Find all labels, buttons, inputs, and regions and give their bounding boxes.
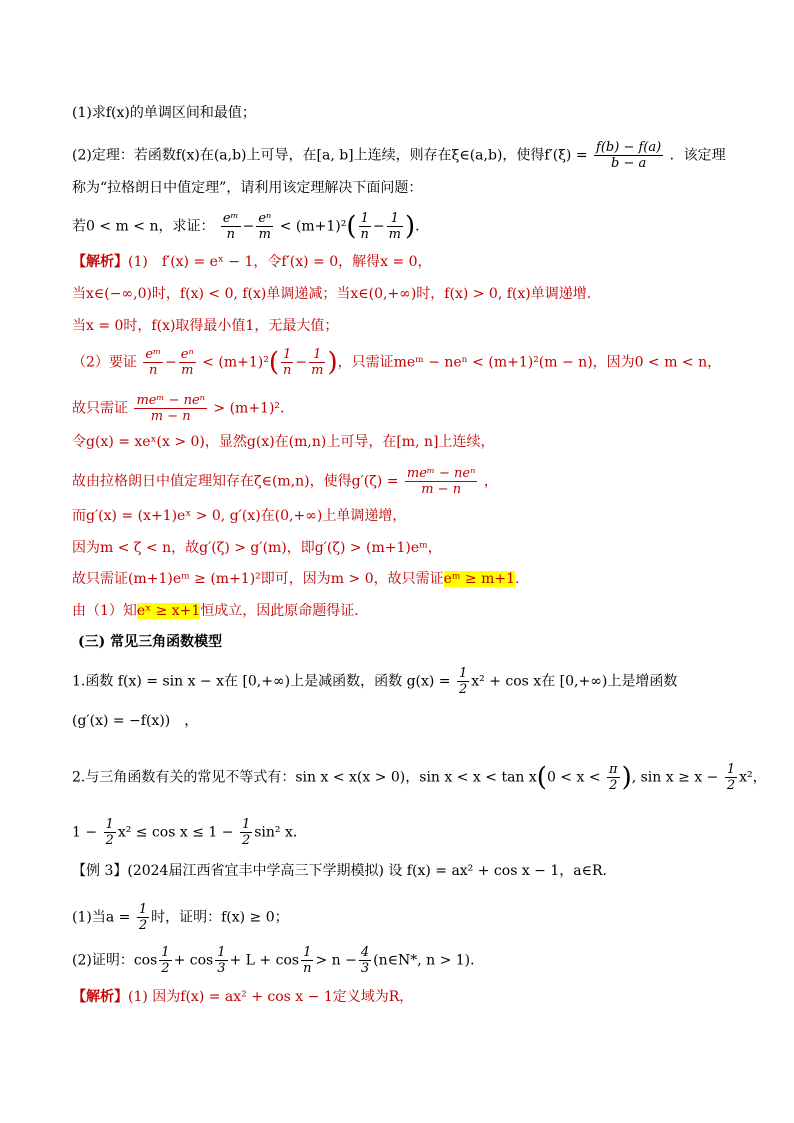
solution-step-7: 故由拉格朗日中值定理知存在ζ∈(m,n)，使得g′(ζ) = $\frac{\text{meᵐ − neⁿ}}{m - n}$ ， [72, 466, 498, 497]
model-item-2: 2.与三角函数有关的常见不等式有：sin x < x(x > 0)，sin x < x < tan x(0 < x < $\frac{\pi}{2}$ ), sin x ≥ x − $\frac{1}{2}$ x²， [72, 762, 767, 793]
section-heading: (三) 常见三角函数模型 [78, 634, 223, 650]
question-part-2-theorem: (2)定理：若函数f(x)在(a,b)上可导，在[a, b]上连续，则存在ξ∈(a,b)，使得f′(ξ) = $\frac{f(b) - f(a)}{b - a}$ ．该定理 [72, 140, 726, 171]
solution-step-9: 因为m < ζ < n，故g′(ζ) > g′(m)，即g′(ζ) > (m+1)eᵐ， [72, 540, 442, 556]
example-3-part-2: (2)证明：cos $\frac{1}{2}$ + cos $\frac{1}{3}$ + L + cos $\frac{1}{n}$ > n − $\frac{4}{3}$ (n∈N*, n > 1)． [72, 945, 485, 976]
highlight: eᵐ ≥ m+1 [443, 571, 516, 587]
solution-step-5: 故只需证 $\frac{\text{meᵐ − neⁿ}}{m - n}$ > (m+1)²． [72, 393, 295, 424]
example-3: 【例 3】(2024届江西省宜丰中学高三下学期模拟) 设 f(x) = ax² + cos x − 1，a∈R． [72, 863, 617, 879]
solution-tag: 【解析】 [72, 254, 128, 270]
solution-step-10: 故只需证(m+1)eᵐ ≥ (m+1)²即可，因为m > 0，故只需证eᵐ ≥ m+1． [72, 571, 530, 587]
question-part-2-text: 称为“拉格朗日中值定理”，请利用该定理解决下面问题： [72, 180, 423, 196]
solution-step-8: 而g′(x) = (x+1)eˣ > 0, g′(x)在(0,+∞)上单调递增， [72, 508, 407, 524]
question-part-1: (1)求f(x)的单调区间和最值； [72, 105, 256, 121]
solution-step-11: 由（1）知eˣ ≥ x+1恒成立，因此原命题得证． [72, 603, 369, 619]
model-item-2-cont: 1 − $\frac{1}{2}$ x² ≤ cos x ≤ 1 − $\frac{1}{2}$ sin² x． [72, 817, 307, 848]
model-item-1: 1.函数 f(x) = sin x − x在 [0,+∞)上是减函数，函数 g(x) = $\frac{1}{2}$ x² + cos x在 [0,+∞)上是增函数 [72, 666, 678, 697]
solution-step-1: 【解析】(1) f′(x) = eˣ − 1，令f′(x) = 0，解得x = 0， [72, 254, 432, 270]
solution-tag: 【解析】 [72, 989, 128, 1005]
question-inequality: 若0 < m < n，求证： $\frac{\text{eᵐ}}{n}$ − $\frac{\text{eⁿ}}{m}$ < (m+1)²( $\frac{1}{n}$ − $\frac{1}{m}$ )． [72, 211, 430, 242]
solution-step-2: 当x∈(−∞,0)时，f(x) < 0, f(x)单调递减；当x∈(0,+∞)时，f(x) > 0, f(x)单调递增． [72, 286, 601, 302]
solution-step-6: 令g(x) = xeˣ(x > 0)，显然g(x)在(m,n)上可导，在[m, n]上连续， [72, 434, 495, 450]
model-item-1-cont: (g′(x) = −f(x)) ， [72, 713, 199, 729]
example-3-part-1: (1)当a = $\frac{1}{2}$ 时，证明：f(x) ≥ 0； [72, 902, 289, 933]
highlight: eˣ ≥ x+1 [136, 603, 201, 619]
fraction: $\frac{f(b) - f(a)}{b - a}$ [596, 140, 662, 171]
solution-step-4: （2）要证 $\frac{\text{eᵐ}}{n}$ − $\frac{\text{eⁿ}}{m}$ < (m+1)²( $\frac{1}{n}$ − $\frac{1}{m}$ )，只需证meᵐ − neⁿ < (m+1)²(m − n)，因为0 < m < n， [72, 347, 722, 378]
example-3-solution: 【解析】(1) 因为f(x) = ax² + cos x − 1定义域为R， [72, 989, 414, 1005]
solution-step-3: 当x = 0时，f(x)取得最小值1，无最大值； [72, 318, 339, 334]
